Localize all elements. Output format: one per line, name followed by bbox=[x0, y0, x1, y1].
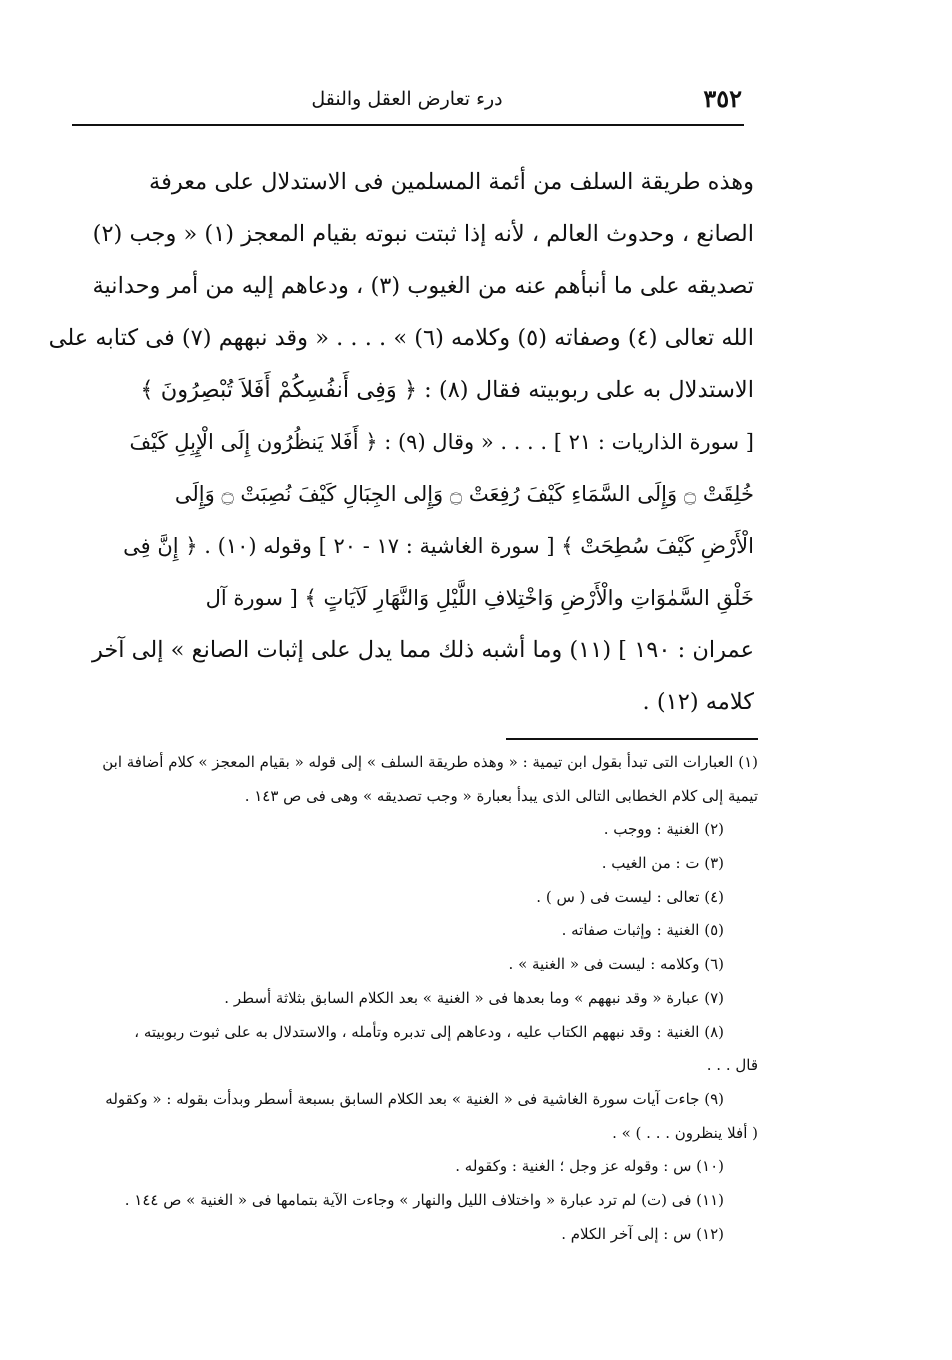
footnote-line: (١٠) س : وقوله عز وجل ؛ الغنية : وكقوله . bbox=[455, 1157, 724, 1176]
text-line: [ سورة الذاريات : ٢١ ] . . . . « وقال (٩) : ﴿ أَفَلا يَنظُرُون إِلَى الْإِبِلِ كَيْفَ bbox=[129, 430, 754, 454]
footnote-line: (٥) الغنية : وإثبات صفاته . bbox=[561, 921, 724, 940]
footnote-line: ( أفلا ينظرون . . . ) » . bbox=[612, 1123, 758, 1142]
text-line: الصانع ، وحدوث العالم ، لأنه إذا ثبتت نبوته بقيام المعجز (١) « وجب (٢) bbox=[92, 221, 754, 247]
footnotes bbox=[96, 746, 758, 1251]
page-number: ٣٥٢ bbox=[703, 84, 742, 113]
header-rule bbox=[72, 124, 744, 126]
footnote-line: (٧) عبارة « وقد نبههم » وما بعدها فى « الغنية » بعد الكلام السابق بثلاثة أسطر . bbox=[224, 988, 724, 1007]
footnote-rule bbox=[506, 738, 758, 740]
footnote-line: (٦) وكلامه : ليست فى « الغنية » . bbox=[508, 955, 724, 974]
footnote-line: (٩) جاءت آيات سورة الغاشية فى « الغنية » بعد الكلام السابق بسبعة أسطر وبدأت بقوله : « وكقوله bbox=[105, 1089, 724, 1108]
text-line: الله تعالى (٤) وصفاته (٥) وكلامه (٦) » . . . . « وقد نبههم (٧) فى كتابه على bbox=[48, 325, 754, 351]
running-title: درء تعارض العقل والنقل bbox=[311, 88, 503, 110]
text-line: وهذه طريقة السلف من أئمة المسلمين فى الاستدلال على معرفة bbox=[149, 169, 754, 195]
footnote-line: (٤) تعالى : ليست فى ( س ) . bbox=[536, 887, 724, 906]
footnote-line: تيمية إلى كلام الخطابى التالى الذى يبدأ بعبارة « وجب تصديقه » وهى فى ص ١٤٣ . bbox=[244, 786, 758, 805]
footnote-line: (١) العبارات التى تبدأ بقول ابن تيمية : « وهذه طريقة السلف » إلى قوله « بقيام المعجز » كلام أضافة ابن bbox=[102, 753, 758, 771]
footnote-line: (٨) الغنية : وقد نبههم الكتاب عليه ، ودعاهم إلى تدبره وتأمله ، والاستدلال به على ثبوت ربوبيته ، bbox=[134, 1022, 724, 1041]
text-line: عمران : ١٩٠ ] (١١) وما أشبه ذلك مما يدل على إثبات الصانع » إلى آخر bbox=[91, 637, 754, 663]
footnote-line: قال . . . bbox=[706, 1056, 758, 1075]
text-line: كلامه (١٢) . bbox=[642, 689, 754, 715]
main-text bbox=[48, 156, 754, 728]
text-line: خُلِقَتْ ۝ وَإِلَى السَّمَاءِ كَيْفَ رُفِعَتْ ۝ وَإِلى الجِبَالِ كَيْفَ نُصِبَتْ ۝ وَإِلَى bbox=[174, 482, 754, 506]
footnote-line: (١٢) س : إلى آخر الكلام . bbox=[561, 1224, 724, 1243]
text-line: خَلْقِ السَّمٰوَاتِ والْأَرْضِ وَاخْتِلافِ اللَّيْلِ وَالنَّهَارِ لَآيَاتٍ ﴾ [ سورة آل bbox=[205, 586, 754, 610]
footnote-line: (٣) ت : من الغيب . bbox=[601, 854, 724, 873]
text-line: تصديقه على ما أنبأهم عنه من الغيوب (٣) ، ودعاهم إليه من أمر وحدانية bbox=[92, 273, 754, 299]
text-line: الْأَرْضِ كَيْفَ سُطِحَتْ ﴾ [ سورة الغاشية : ١٧ - ٢٠ ] وقوله (١٠) . ﴿ إِنَّ فِى bbox=[123, 534, 754, 558]
page-header bbox=[72, 78, 742, 118]
text-line: الاستدلال به على ربوبيته فقال (٨) : ﴿ وَفِى أَنفُسِكُمْ أَفَلاَ تُبْصِرُونَ ﴾ bbox=[140, 377, 754, 403]
footnote-line: (١١) فى (ت) لم ترد عبارة « واختلاف الليل والنهار » وجاءت الآية بتمامها فى « الغنية » ص ١٤٤ . bbox=[124, 1190, 724, 1209]
footnote-line: (٢) الغنية : ووجب . bbox=[603, 820, 724, 839]
